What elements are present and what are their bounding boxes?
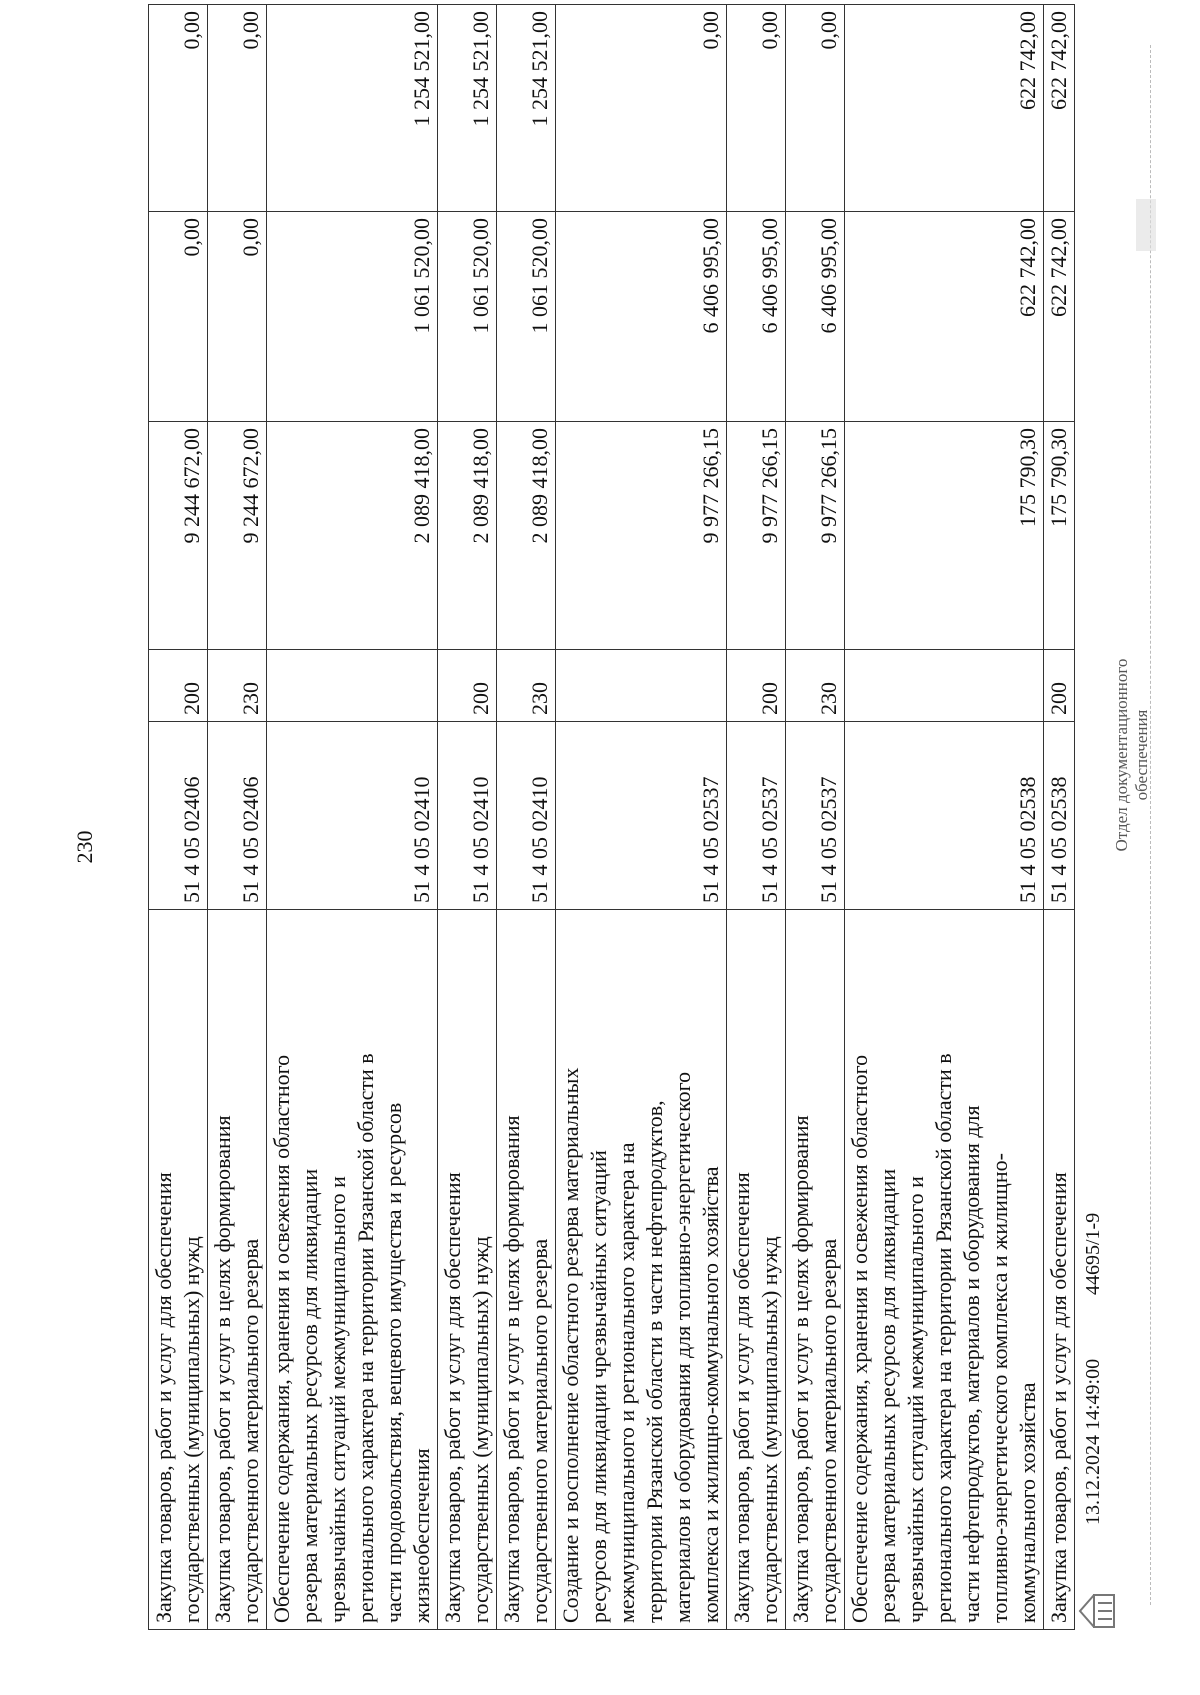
scan-edge-line (1150, 45, 1153, 1605)
table-row (556, 5, 727, 1630)
description-line: Закупка товаров, работ и услуг для обеспечения (151, 1172, 176, 1623)
row-expense-type: 230 (497, 650, 556, 722)
stamp-line: обеспечения (1132, 709, 1151, 801)
description-line: Закупка товаров, работ и услуг в целях формирования (210, 1115, 235, 1623)
description-line: Закупка товаров, работ и услуг для обеспечения (440, 1172, 465, 1623)
budget-table-body (149, 5, 1075, 1630)
row-expense-type: 200 (1044, 650, 1075, 722)
department-stamp (1112, 625, 1152, 885)
stamp-line: Отдел документационного (1112, 658, 1131, 852)
row-amount-2024: 175 790,30 (1044, 422, 1075, 650)
table-row (786, 5, 845, 1630)
row-target-code: 51 4 05 02537 (786, 722, 845, 910)
row-description (149, 910, 208, 1630)
emblem-logo (1072, 1587, 1120, 1635)
row-description (1044, 910, 1075, 1630)
row-amount-2024: 9 244 672,00 (208, 422, 267, 650)
row-target-code: 51 4 05 02410 (497, 722, 556, 910)
row-amount-2025: 6 406 995,00 (727, 212, 786, 422)
description-line: государственных (муниципальных) нужд (757, 1236, 782, 1623)
row-amount-2026: 1 254 521,00 (438, 5, 497, 212)
row-amount-2024: 9 977 266,15 (786, 422, 845, 650)
row-amount-2025: 1 061 520,00 (497, 212, 556, 422)
description-line: государственного материального резерва (527, 1238, 552, 1623)
row-amount-2024: 9 977 266,15 (556, 422, 727, 650)
page-number: 230 (72, 830, 97, 864)
description-line: чрезвычайных ситуаций межмуниципального и (325, 1176, 350, 1623)
table-row (497, 5, 556, 1630)
description-line: государственного материального резерва (816, 1238, 841, 1623)
table-row (438, 5, 497, 1630)
table-row (1044, 5, 1075, 1630)
row-amount-2024: 2 089 418,00 (438, 422, 497, 650)
table-row (149, 5, 208, 1630)
description-line: государственного материального резерва (238, 1238, 263, 1623)
description-line: жизнеобеспечения (409, 1448, 434, 1623)
row-target-code: 51 4 05 02406 (149, 722, 208, 910)
row-amount-2026: 1 254 521,00 (497, 5, 556, 212)
row-amount-2026: 0,00 (208, 5, 267, 212)
row-amount-2025: 1 061 520,00 (438, 212, 497, 422)
footer-date: 13.12.2024 14:49:00 (1082, 1358, 1104, 1525)
row-target-code: 51 4 05 02537 (556, 722, 727, 910)
row-amount-2024: 175 790,30 (845, 422, 1044, 650)
description-line: части продовольствия, вещевого имущества и ресурсов (381, 1102, 406, 1623)
row-amount-2025: 1 061 520,00 (267, 212, 438, 422)
row-expense-type: 200 (438, 650, 497, 722)
row-amount-2026: 1 254 521,00 (267, 5, 438, 212)
scan-smudge (1132, 195, 1160, 255)
budget-table (148, 4, 1075, 1630)
table-row (267, 5, 438, 1630)
description-line: Создание и восполнение областного резерва материальных (558, 1067, 583, 1623)
row-amount-2025: 622 742,00 (1044, 212, 1075, 422)
row-amount-2026: 0,00 (727, 5, 786, 212)
row-amount-2024: 2 089 418,00 (497, 422, 556, 650)
row-amount-2025: 6 406 995,00 (556, 212, 727, 422)
description-line: Закупка товаров, работ и услуг в целях формирования (499, 1115, 524, 1623)
row-expense-type (845, 650, 1044, 722)
description-line: регионального характера на территории Рязанской области в (931, 1053, 956, 1623)
description-line: комплекса и жилищно-коммунального хозяйства (698, 1166, 723, 1623)
row-amount-2025: 622 742,00 (845, 212, 1044, 422)
row-target-code: 51 4 05 02537 (727, 722, 786, 910)
row-description (786, 910, 845, 1630)
description-line: государственных (муниципальных) нужд (179, 1236, 204, 1623)
row-amount-2026: 0,00 (786, 5, 845, 212)
row-expense-type (267, 650, 438, 722)
row-amount-2024: 2 089 418,00 (267, 422, 438, 650)
description-line: межмуниципального и регионального характера на (614, 1142, 639, 1623)
row-expense-type (556, 650, 727, 722)
row-description (438, 910, 497, 1630)
description-line: коммунального хозяйства (1015, 1382, 1040, 1623)
description-line: материалов и оборудования для топливно-энергетического (670, 1071, 695, 1623)
table-row (727, 5, 786, 1630)
row-amount-2025: 0,00 (208, 212, 267, 422)
description-line: Закупка товаров, работ и услуг для обеспечения (1046, 1172, 1071, 1623)
row-amount-2024: 9 977 266,15 (727, 422, 786, 650)
description-line: Обеспечение содержания, хранения и освежения областного (847, 1054, 872, 1623)
description-line: резерва материальных ресурсов для ликвидации (875, 1168, 900, 1623)
description-line: регионального характера на территории Рязанской области в (353, 1053, 378, 1623)
description-line: государственных (муниципальных) нужд (468, 1236, 493, 1623)
row-target-code: 51 4 05 02538 (845, 722, 1044, 910)
row-expense-type: 200 (149, 650, 208, 722)
description-line: Закупка товаров, работ и услуг в целях формирования (788, 1115, 813, 1623)
row-expense-type: 230 (208, 650, 267, 722)
table-row (208, 5, 267, 1630)
row-description (497, 910, 556, 1630)
description-line: топливно-энергетического комплекса и жилищно- (987, 1153, 1012, 1623)
row-target-code: 51 4 05 02410 (267, 722, 438, 910)
row-target-code: 51 4 05 02538 (1044, 722, 1075, 910)
row-description (727, 910, 786, 1630)
row-amount-2025: 6 406 995,00 (786, 212, 845, 422)
row-description (267, 910, 438, 1630)
description-line: ресурсов для ликвидации чрезвычайных ситуаций (586, 1150, 611, 1623)
row-description (556, 910, 727, 1630)
description-line: чрезвычайных ситуаций межмуниципального и (903, 1176, 928, 1623)
description-line: части нефтепродуктов, материалов и оборудования для (959, 1105, 984, 1623)
table-row (845, 5, 1044, 1630)
description-line: территории Рязанской области в части нефтепродуктов, (642, 1100, 667, 1623)
description-line: Закупка товаров, работ и услуг для обеспечения (729, 1172, 754, 1623)
row-description (845, 910, 1044, 1630)
row-expense-type: 230 (786, 650, 845, 722)
row-description (208, 910, 267, 1630)
row-amount-2026: 622 742,00 (1044, 5, 1075, 212)
row-amount-2026: 0,00 (149, 5, 208, 212)
row-target-code: 51 4 05 02410 (438, 722, 497, 910)
description-line: Обеспечение содержания, хранения и освежения областного (269, 1054, 294, 1623)
row-expense-type: 200 (727, 650, 786, 722)
row-amount-2025: 0,00 (149, 212, 208, 422)
row-amount-2024: 9 244 672,00 (149, 422, 208, 650)
description-line: резерва материальных ресурсов для ликвидации (297, 1168, 322, 1623)
row-amount-2026: 622 742,00 (845, 5, 1044, 212)
row-amount-2026: 0,00 (556, 5, 727, 212)
row-target-code: 51 4 05 02406 (208, 722, 267, 910)
footer-doc-id: 44695/1-9 (1082, 1212, 1104, 1295)
